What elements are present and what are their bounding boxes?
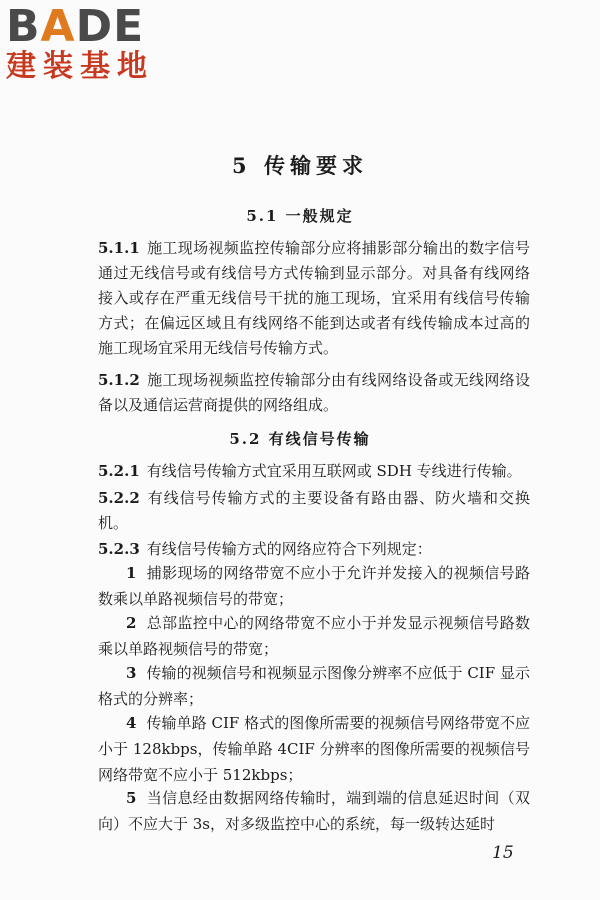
clause-text: 有线信号传输方式的网络应符合下列规定： [146, 540, 432, 558]
list-item [98, 785, 530, 837]
logo-text: BADE [6, 1, 145, 52]
item-number: 2 [126, 614, 137, 632]
clause-number: 5.1.1 [98, 239, 140, 257]
list-item [98, 560, 530, 612]
list-item [98, 710, 530, 788]
clause-paragraph [98, 368, 530, 418]
clause-number: 5.2.3 [98, 540, 140, 558]
page-number: 15 [492, 843, 514, 863]
clause-paragraph [98, 236, 530, 361]
clause-paragraph [98, 486, 530, 536]
item-text: 传输的视频信号和视频显示图像分辨率不应低于 CIF 显示格式的分辨率； [98, 664, 530, 708]
chapter-title: 5 传输要求 [232, 153, 368, 178]
list-item [98, 660, 530, 712]
item-text: 传输单路 CIF 格式的图像所需要的视频信号网络带宽不应小于 128kbps，传输单路 4CIF 分辨率的图像所需要的视频信号网络带宽不应小于 512kbps； [98, 714, 530, 784]
clause-paragraph [98, 459, 530, 484]
brand-logo [6, 1, 154, 84]
item-text: 当信息经由数据网络传输时，端到端的信息延迟时间（双向）不应大于 3s，对多级监控中心的系统，每一级转达延时 [98, 789, 530, 833]
item-text: 总部监控中心的网络带宽不应小于并发显示视频信号路数乘以单路视频信号的带宽； [98, 614, 530, 658]
clause-paragraph [98, 537, 530, 562]
item-number: 4 [126, 714, 137, 732]
section-title: 5.1 一般规定 [246, 207, 354, 225]
clause-number: 5.1.2 [98, 371, 140, 389]
clause-text: 施工现场视频监控传输部分应将捕影部分输出的数字信号通过无线信号或有线信号方式传输到显示部分。对具备有线网络接入或存在严重无线信号干扰的施工现场，宜采用有线信号传输方式；在偏远区域且有线网络不能到达或者有线传输成本过高的施工现场宜采用无线信号传输方式。 [98, 239, 530, 357]
clause-text: 有线信号传输方式的主要设备有路由器、防火墙和交换机。 [98, 489, 530, 532]
clause-number: 5.2.1 [98, 462, 140, 480]
item-text: 捕影现场的网络带宽不应小于允许并发接入的视频信号路数乘以单路视频信号的带宽； [98, 564, 530, 608]
clause-number: 5.2.2 [98, 489, 140, 507]
clause-text: 有线信号传输方式宜采用互联网或 SDH 专线进行传输。 [146, 462, 522, 480]
clause-text: 施工现场视频监控传输部分由有线网络设备或无线网络设备以及通信运营商提供的网络组成。 [98, 371, 530, 414]
item-number: 3 [126, 664, 137, 682]
item-number: 5 [126, 789, 137, 807]
logo-subtitle: 建装基地 [6, 49, 154, 84]
list-item [98, 610, 530, 662]
item-number: 1 [126, 564, 137, 582]
section-title: 5.2 有线信号传输 [229, 430, 371, 448]
